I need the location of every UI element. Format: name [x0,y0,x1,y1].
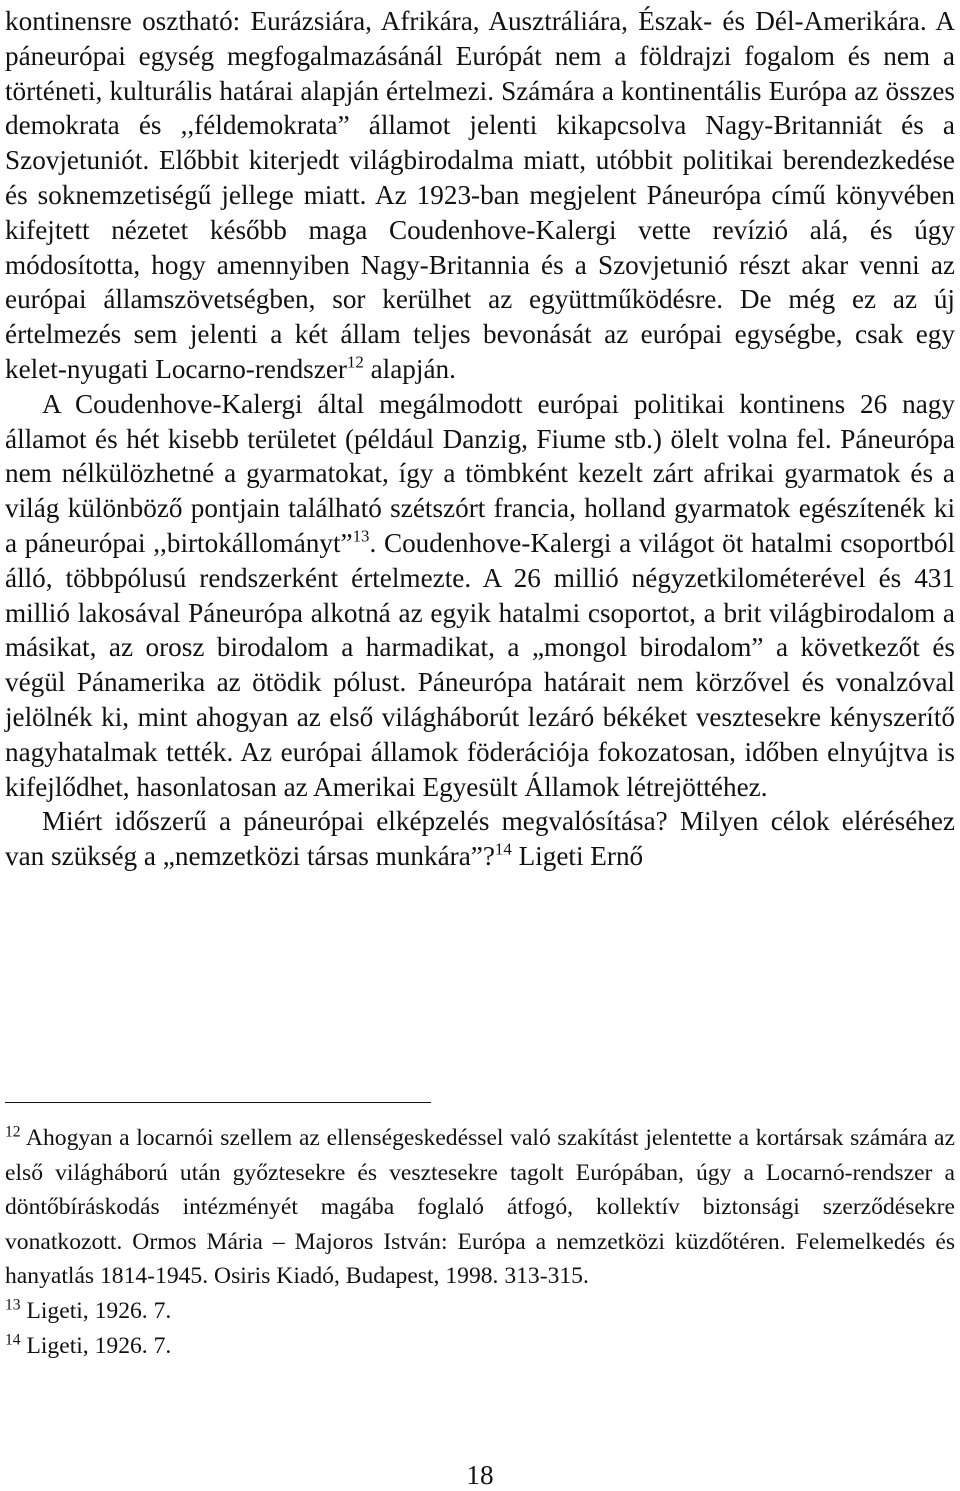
page-number: 18 [466,1460,494,1490]
footnote-ref-12[interactable]: 12 [346,352,364,372]
paragraph-1-text-a: kontinensre osztható: Eurázsiára, Afrikára, Ausztráliára, Észak- és Dél-Amerikára. A páneurópai egység megfogalmazásánál Európát nem a földrajzi fogalom és nem a történeti, kulturális határai alapján értelmezi. Számára a kontinentális Európa az összes demokrata és ,,féldemokrata” államot jelenti kikapcsolva Nagy-Britanniát és a Szovjetuniót. Előbbit kiterjedt világbirodalma miatt, utóbbit politikai berendezkedése és soknemzetiségű jellege miatt. Az 1923-ban megjelent Páneurópa című könyvében kifejtett nézetet később maga Coudenhove-Kalergi vette revízió alá, és úgy módosította, hogy amennyiben Nagy-Britannia és a Szovjetunió részt akar venni az európai államszövetségben, sor kerülhet az együttműködésre. De még ez az új értelmezés sem jelenti a két állam teljes bevonását az európai egységbe, csak egy kelet-nyugati Locarno-rendszer [5,6,955,384]
footnote-ref-14[interactable]: 14 [494,839,512,859]
paragraph-2-text-a: A Coudenhove-Kalergi által megálmodott európai politikai kontinens 26 nagy államot és hét kisebb területet (például Danzig, Fiume stb.) ölelt volna fel. Páneurópa nem nélkülözhetné a gyarmatokat, így a tömbként kezelt zárt afrikai gyarmatok és a világ különböző pontjain található szétszórt francia, holland gyarmatok egészítenék ki a páneurópai ,,birtokállományt” [5,388,955,558]
footnote-number: 14 [5,1331,21,1348]
paragraph-1 [5,4,955,387]
paragraph-3 [5,804,955,874]
footnote-ref-13[interactable]: 13 [352,526,370,546]
footnotes [5,1121,955,1363]
paragraph-1-text-b: alapján. [363,353,456,384]
footnote-text: Ligeti, 1926. 7. [20,1297,172,1324]
footnote-number: 13 [5,1296,21,1314]
paragraph-3-text-a: Miért időszerű a páneurópai elképzelés megvalósítása? Milyen célok eléréséhez van szükség a „nemzetközi társas munkára”? [5,806,955,872]
paragraph-2-text-b: . Coudenhove-Kalergi a világot öt hatalmi csoportból álló, többpólusú rendszerként értelmezte. A 26 millió négyzetkilométerével és 431 millió lakosával Páneurópa alkotná az egyik hatalmi csoportot, a brit világbirodalom a másikat, az orosz birodalom a harmadikat, a „mongol birodalom” a következőt és végül Pánamerika az ötödik pólust. Páneurópa határait nem körzővel és vonalzóval jelölnék ki, mint ahogyan az első világháborút lezáró békéket vesztesekre kényszerítő nagyhatalmak tették. Az európai államok föderációja fokozatosan, időben elnyújtva is kifejlődhet, hasonlatosan az Amerikai Egyesült Államok létrejöttéhez. [5,527,955,802]
paragraph-3-text-b: Ligeti Ernő [511,841,644,872]
footnote-13 [5,1294,955,1329]
body-text [5,4,955,874]
footnote-text: Ahogyan a locarnói szellem az ellenségeskedéssel való szakítást jelentette a kortársak számára az első világháború után győztesekre és vesztesekre tagolt Európában, úgy a Locarnó-rendszer a döntőbíráskodás intézményét magába foglaló átfogó, kollektív biztonsági szerződésekre vonatkozott. Ormos Mária – Majoros István: Európa a nemzetközi küzdőtéren. Felemelkedés és hanyatlás 1814-1945. Osiris Kiadó, Budapest, 1998. 313-315. [5,1125,955,1290]
footnote-number: 12 [5,1123,21,1141]
footnote-text: Ligeti, 1926. 7. [20,1332,172,1359]
paragraph-2 [5,387,955,805]
document-page [5,0,955,1491]
footnote-14 [5,1329,955,1364]
footnote-separator [5,1102,431,1103]
footnote-12 [5,1121,955,1294]
